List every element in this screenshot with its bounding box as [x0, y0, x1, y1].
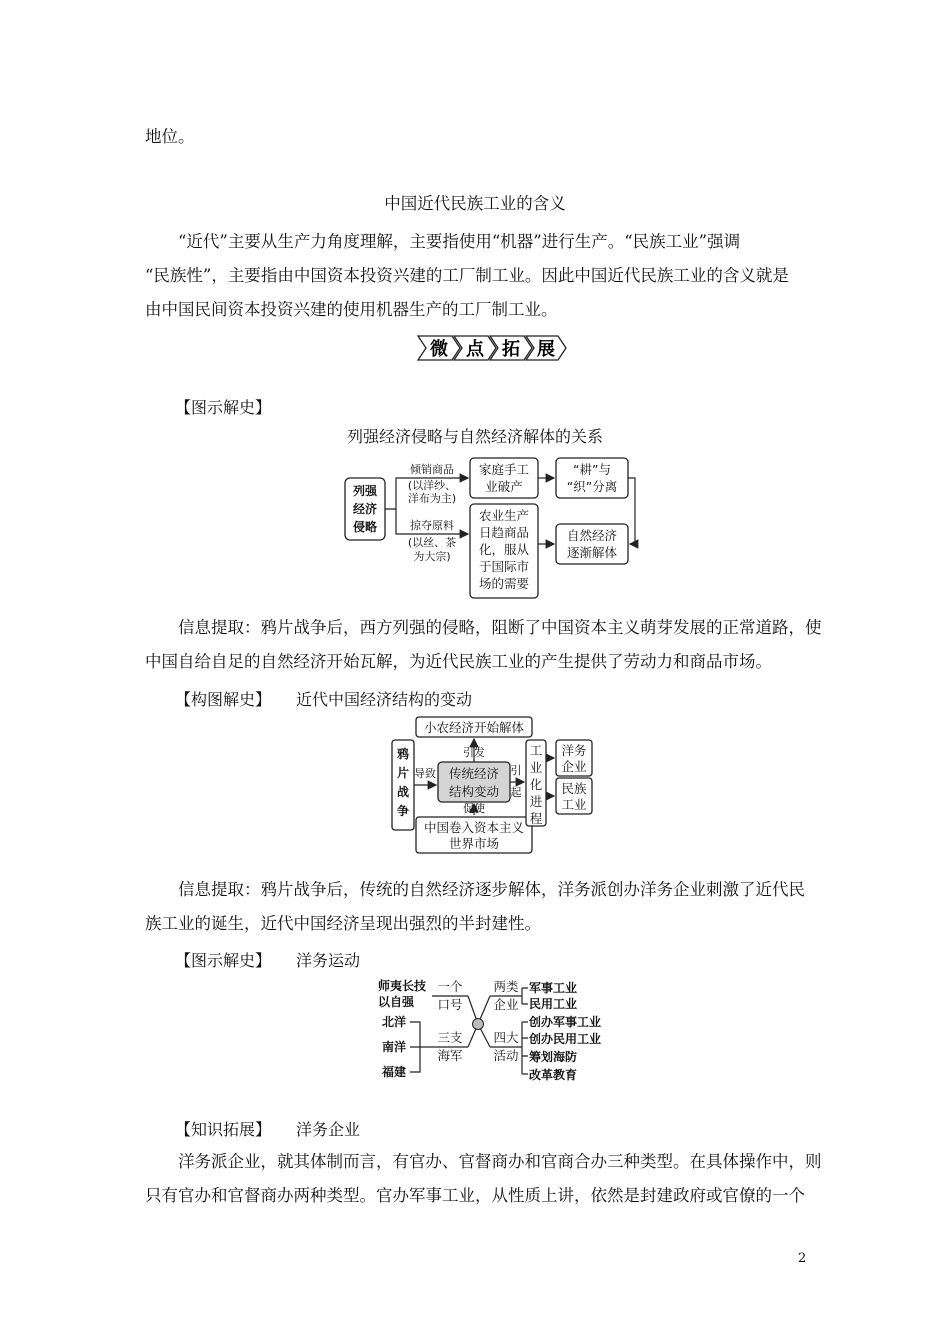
section2-label: 【构图解史】 [175, 690, 272, 709]
label-military-industry: 军事工业 [529, 981, 578, 995]
label-four-acts: 四大 [493, 1030, 519, 1045]
label-slogan: 一个 [437, 979, 463, 994]
label-act-2: 创办民用工业 [529, 1032, 602, 1046]
banner-micro-point-extension [410, 330, 570, 366]
section1-info-line-2: 中国自给自足的自然经济开始瓦解，为近代民族工业的产生提供了劳动力和商品市场。 [145, 652, 772, 671]
label-act-1: 创办军事工业 [529, 1015, 602, 1029]
label-beiyang: 北洋 [382, 1015, 407, 1029]
svg-text:逐渐解体: 逐渐解体 [566, 545, 618, 560]
label-two-types: 两类 [493, 979, 519, 994]
svg-text:引: 引 [510, 764, 522, 777]
section2-info-line-1: 信息提取：鸦片战争后，传统的自然经济逐步解体，洋务派创办洋务企业刺激了近代民 [178, 880, 805, 899]
label-nanyang: 南洋 [382, 1040, 407, 1054]
section4-subtitle: 洋务企业 [296, 1120, 361, 1139]
hub-circle [473, 1019, 484, 1030]
box-title: 中国近代民族工业的含义 [384, 194, 566, 213]
box-text-line-3: 由中国民间资本投资兴建的使用机器生产的工厂制工业。 [145, 300, 558, 319]
svg-text:企业: 企业 [493, 997, 519, 1012]
box-text-line-1: “近代”主要从生产力角度理解，主要指使用“机器”进行生产。“民族工业”强调 [178, 232, 741, 251]
banner-char-1: 微 [430, 339, 448, 360]
section3-subtitle: 洋务运动 [296, 951, 361, 970]
svg-text:自然经济: 自然经济 [566, 528, 618, 543]
section4-line-1: 洋务派企业，就其体制而言，有官办、官督商办和官商合办三种类型。在具体操作中，则 [178, 1152, 822, 1171]
section1-info-line-1: 信息提取：鸦片战争后，西方列强的侵略，阻断了中国资本主义萌芽发展的正常道路，使 [178, 618, 822, 637]
svg-text:业: 业 [529, 760, 543, 775]
svg-text:鸦: 鸦 [396, 747, 410, 761]
banner-char-2: 点 [466, 339, 484, 360]
svg-text:“织”分离: “织”分离 [566, 479, 618, 494]
svg-text:洋布为主): 洋布为主) [407, 492, 457, 505]
label-lead: 导致 [414, 767, 436, 780]
svg-text:小农经济开始解体: 小农经济开始解体 [423, 720, 525, 735]
svg-text:以自强: 以自强 [378, 995, 415, 1009]
banner-char-3: 拓 [502, 339, 520, 360]
svg-text:为大宗): 为大宗) [413, 550, 451, 563]
edge-plunder: 掠夺原料 [410, 519, 454, 532]
label-civil-industry: 民用工业 [529, 997, 578, 1011]
svg-text:进: 进 [529, 794, 543, 809]
svg-text:战: 战 [396, 785, 410, 799]
svg-text:中国卷入资本主义: 中国卷入资本主义 [423, 820, 525, 835]
svg-text:传统经济: 传统经济 [448, 766, 500, 781]
edge-dumping: 倾销商品 [410, 463, 454, 476]
svg-text:农业生产: 农业生产 [478, 508, 530, 523]
svg-text:场的需要: 场的需要 [478, 576, 530, 591]
label-act-4: 改革教育 [529, 1068, 578, 1082]
svg-text:业破产: 业破产 [485, 479, 523, 494]
svg-text:化，服从: 化，服从 [478, 542, 530, 557]
svg-text:侵略: 侵略 [352, 520, 378, 534]
svg-text:“耕”与: “耕”与 [573, 462, 611, 477]
label-navy: 三支 [437, 1030, 463, 1045]
diagram-aggression-economy [340, 450, 640, 602]
svg-text:日趋商品: 日趋商品 [478, 525, 530, 540]
svg-text:世界市场: 世界市场 [448, 836, 500, 851]
page-number: 2 [798, 1251, 807, 1266]
svg-text:活动: 活动 [493, 1048, 519, 1063]
label-slogan-source: 师夷长技 [378, 979, 427, 993]
svg-text:企业: 企业 [561, 759, 587, 774]
section1-label: 【图示解史】 [175, 398, 272, 417]
banner-char-4: 展 [537, 339, 555, 360]
section2-subtitle: 近代中国经济结构的变动 [296, 690, 473, 709]
svg-text:经济: 经济 [352, 502, 378, 516]
top-text-line: 地位。 [145, 127, 195, 146]
svg-text:于国际市: 于国际市 [478, 559, 530, 574]
section3-label: 【图示解史】 [175, 951, 272, 970]
diagram-economic-structure [388, 714, 598, 856]
label-trigger: 引发 [463, 746, 485, 759]
svg-text:片: 片 [396, 766, 410, 780]
svg-text:结构变动: 结构变动 [448, 784, 500, 799]
svg-text:海军: 海军 [437, 1048, 463, 1063]
section4-label: 【知识拓展】 [175, 1120, 272, 1139]
svg-text:争: 争 [396, 804, 410, 818]
svg-text:(以丝、茶: (以丝、茶 [407, 536, 457, 549]
svg-text:民族: 民族 [561, 781, 587, 796]
box-text-line-2: “民族性”，主要指由中国资本投资兴建的工厂制工业。因此中国近代民族工业的含义就是 [145, 266, 789, 285]
section2-info-line-2: 族工业的诞生，近代中国经济呈现出强烈的半封建性。 [145, 914, 541, 933]
svg-text:洋务: 洋务 [561, 743, 587, 758]
svg-text:化: 化 [529, 777, 543, 792]
svg-text:家庭手工: 家庭手工 [478, 462, 530, 477]
svg-text:(以洋纱、: (以洋纱、 [407, 479, 457, 492]
diagram-westernization [372, 976, 612, 1086]
svg-text:工: 工 [529, 743, 543, 758]
section1-diagram-title: 列强经济侵略与自然经济解体的关系 [346, 427, 603, 446]
label-fujian: 福建 [382, 1065, 407, 1079]
svg-text:工业: 工业 [561, 797, 587, 812]
svg-text:列强: 列强 [352, 484, 378, 498]
svg-text:程: 程 [529, 811, 543, 826]
label-act-3: 筹划海防 [529, 1050, 578, 1064]
svg-text:起: 起 [510, 786, 522, 799]
svg-text:口号: 口号 [437, 997, 463, 1012]
section4-line-2: 只有官办和官督商办两种类型。官办军事工业，从性质上讲，依然是封建政府或官僚的一个 [145, 1186, 805, 1205]
label-promote: 促使 [463, 802, 485, 815]
